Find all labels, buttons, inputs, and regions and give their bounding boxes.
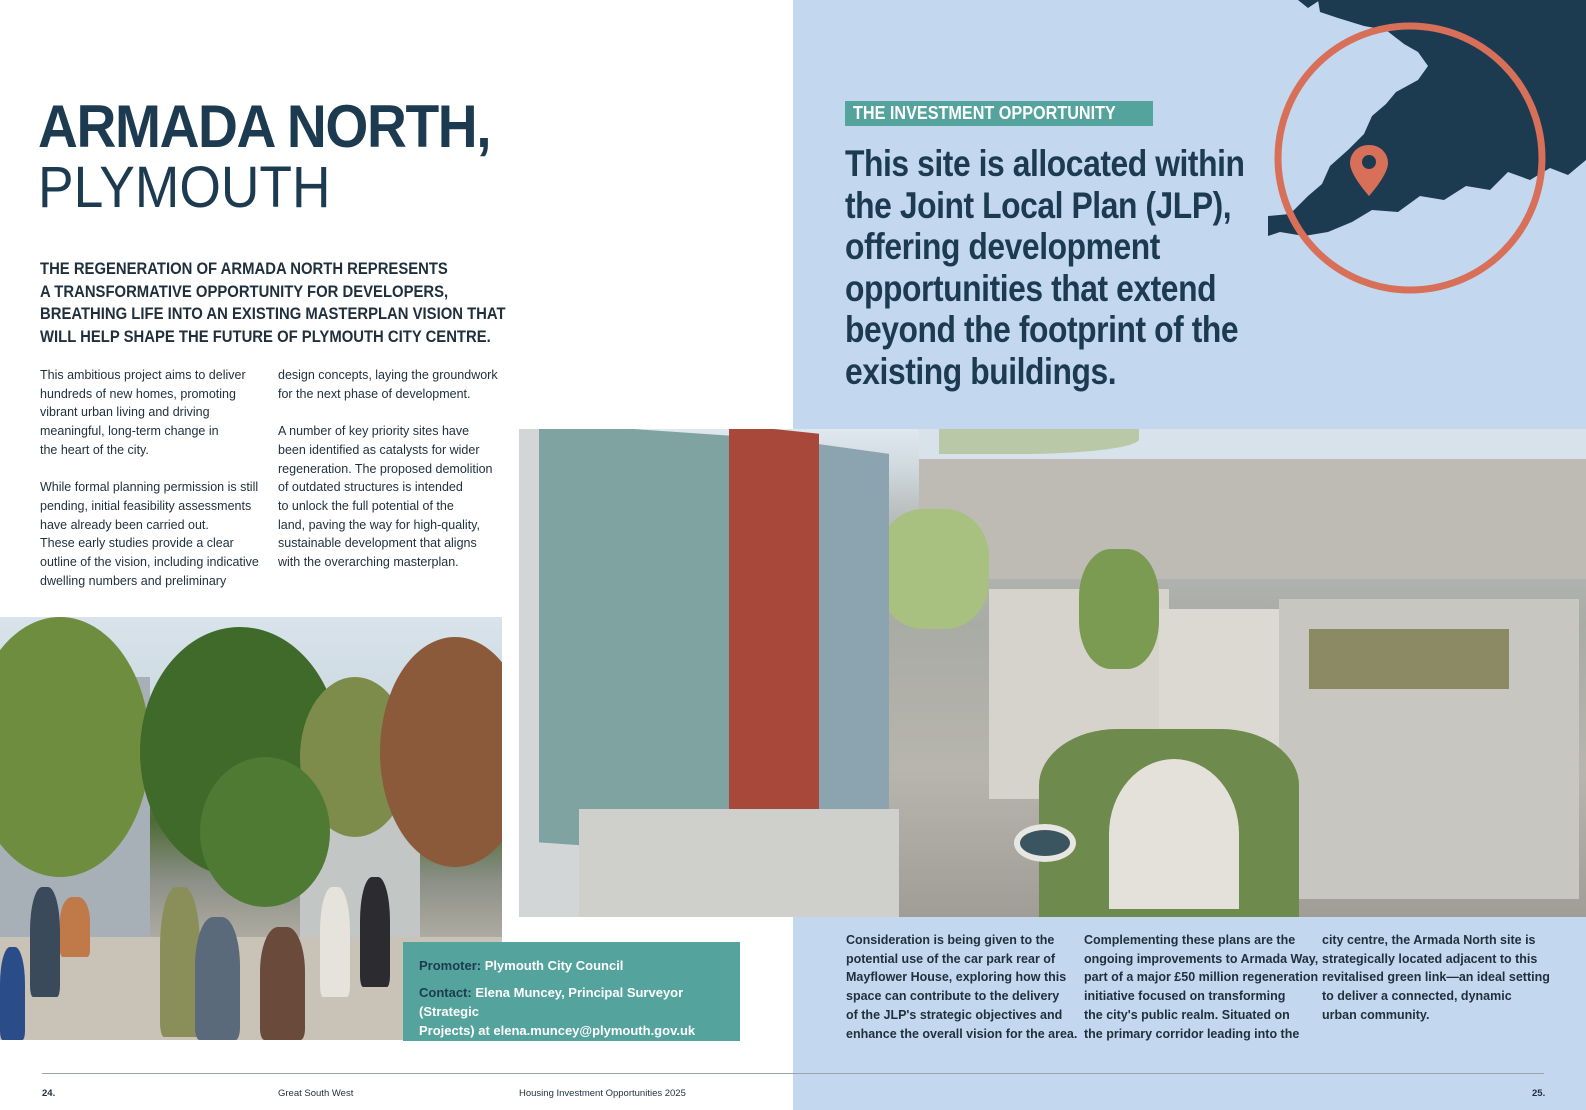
body-line: the primary corridor leading into the <box>1084 1026 1300 1041</box>
headline-line: beyond the footprint of the <box>845 309 1239 351</box>
photo-trees <box>879 509 989 629</box>
body-line: been identified as catalysts for wider <box>278 442 480 457</box>
footer-publication: Great South West <box>278 1088 354 1099</box>
body-line: Consideration is being given to the <box>846 933 1055 947</box>
page-number-left: 24. <box>42 1088 56 1099</box>
contact-label: Contact: <box>419 985 472 1000</box>
body-line: A number of key priority sites have <box>278 424 470 439</box>
page-title-line2: PLYMOUTH <box>38 155 331 220</box>
contact-value-line1: Elena Muncey, Principal Surveyor (Strategic <box>419 985 684 1019</box>
contact-value-line2[interactable]: Projects) at elena.muncey@plymouth.gov.uk <box>419 1023 696 1038</box>
lead-line: BREATHING LIFE INTO AN EXISTING MASTERPLAN VISION THAT <box>40 305 506 323</box>
photo-street-level <box>579 809 899 917</box>
body-line: city centre, the Armada North site is <box>1322 933 1536 947</box>
body-line: for the next phase of development. <box>278 386 471 401</box>
body-line: Complementing these plans are the <box>1084 933 1296 947</box>
photo-tree <box>200 757 330 907</box>
lead-line: WILL HELP SHAPE THE FUTURE OF PLYMOUTH CITY CENTRE. <box>40 327 491 346</box>
right-body-column-3 <box>1322 931 1550 1025</box>
headline-line: the Joint Local Plan (JLP), <box>845 184 1232 226</box>
location-map <box>1268 0 1586 310</box>
south-west-map-icon <box>1268 0 1586 310</box>
right-body-column-2 <box>1084 931 1318 1043</box>
body-line: with the overarching masterplan. <box>278 555 459 570</box>
body-line: have already been carried out. <box>40 517 209 532</box>
lead-paragraph <box>40 258 540 348</box>
body-line: meaningful, long-term change in <box>40 424 219 439</box>
right-body-column-1 <box>846 931 1077 1043</box>
headline-line: opportunities that extend <box>845 267 1217 309</box>
body-line: revitalised green link—an ideal setting <box>1322 970 1550 985</box>
promoter-label: Promoter: <box>419 958 482 973</box>
photo-plaza <box>1109 759 1239 909</box>
body-line: This ambitious project aims to deliver <box>40 368 246 382</box>
body-line: the city's public realm. Situated on <box>1084 1007 1290 1022</box>
body-line: to deliver a connected, dynamic <box>1322 989 1512 1004</box>
contact-box <box>403 942 740 1041</box>
body-line: strategically located adjacent to this <box>1322 951 1538 966</box>
photo-fountain <box>1014 824 1076 862</box>
contact-row <box>419 983 724 1040</box>
body-line: potential use of the car park rear of <box>846 951 1056 966</box>
body-line: While formal planning permission is still <box>40 480 259 495</box>
body-line: initiative focused on transforming <box>1084 989 1286 1004</box>
body-line: to unlock the full potential of the <box>278 498 454 513</box>
photo-person <box>60 897 90 957</box>
body-line: ongoing improvements to Armada Way, <box>1084 951 1319 966</box>
body-line: of the JLP's strategic objectives and <box>846 1007 1063 1022</box>
photo-person <box>0 947 25 1040</box>
body-line: pending, initial feasibility assessments <box>40 498 252 513</box>
armada-way-aerial-photo <box>519 429 1586 917</box>
body-line: part of a major £50 million regeneration <box>1084 970 1319 985</box>
body-line: space can contribute to the delivery <box>846 989 1060 1004</box>
body-line: the heart of the city. <box>40 442 149 457</box>
body-line: sustainable development that aligns <box>278 536 477 551</box>
footer-rule <box>42 1073 1544 1074</box>
body-line: hundreds of new homes, promoting <box>40 386 236 401</box>
location-pin-dot <box>1362 155 1376 169</box>
lead-line: A TRANSFORMATIVE OPPORTUNITY FOR DEVELOPERS, <box>40 282 449 301</box>
body-line: of outdated structures is intended <box>278 480 463 495</box>
body-line: design concepts, laying the groundwork <box>278 368 498 382</box>
headline-line: offering development <box>845 226 1160 268</box>
photo-green-roof <box>1309 629 1509 689</box>
page-number-right: 25. <box>1532 1088 1546 1099</box>
body-line: land, paving the way for high-quality, <box>278 517 480 532</box>
photo-tower-teal <box>539 429 729 856</box>
section-tag <box>845 101 1153 126</box>
investment-headline <box>845 143 1285 393</box>
lead-line: THE REGENERATION OF ARMADA NORTH REPRESENTS <box>40 260 448 278</box>
section-tag-text: THE INVESTMENT OPPORTUNITY <box>853 103 1116 123</box>
headline-line: existing buildings. <box>845 350 1117 392</box>
body-line: vibrant urban living and driving <box>40 405 210 420</box>
body-line: outline of the vision, including indicative <box>40 555 259 570</box>
paragraph-gap <box>278 403 498 422</box>
body-line: These early studies provide a clear <box>40 536 234 551</box>
headline-line: This site is allocated within <box>845 143 1245 184</box>
photo-person <box>360 877 390 987</box>
body-line: dwelling numbers and preliminary <box>40 573 227 588</box>
promoter-row <box>419 956 724 975</box>
map-island <box>1298 0 1320 8</box>
body-line: regeneration. The proposed demolition <box>278 461 493 476</box>
paragraph-gap <box>40 460 259 479</box>
photo-tower-grey <box>819 444 889 864</box>
body-column-1 <box>40 366 259 590</box>
promoter-value: Plymouth City Council <box>484 958 624 973</box>
body-column-2 <box>278 366 498 572</box>
photo-person <box>30 887 60 997</box>
photo-tower-red <box>729 429 819 874</box>
photo-person <box>195 917 240 1040</box>
body-line: Mayflower House, exploring how this <box>846 970 1067 985</box>
page-title-line1: ARMADA NORTH, <box>38 93 491 160</box>
photo-city-distant <box>919 459 1586 579</box>
photo-person <box>320 887 350 997</box>
photo-trees <box>1079 549 1159 669</box>
photo-person <box>260 927 305 1040</box>
body-line: urban community. <box>1322 1007 1430 1022</box>
photo-person <box>160 887 200 1037</box>
footer-subtitle: Housing Investment Opportunities 2025 <box>519 1088 686 1099</box>
body-line: enhance the overall vision for the area. <box>846 1026 1078 1041</box>
